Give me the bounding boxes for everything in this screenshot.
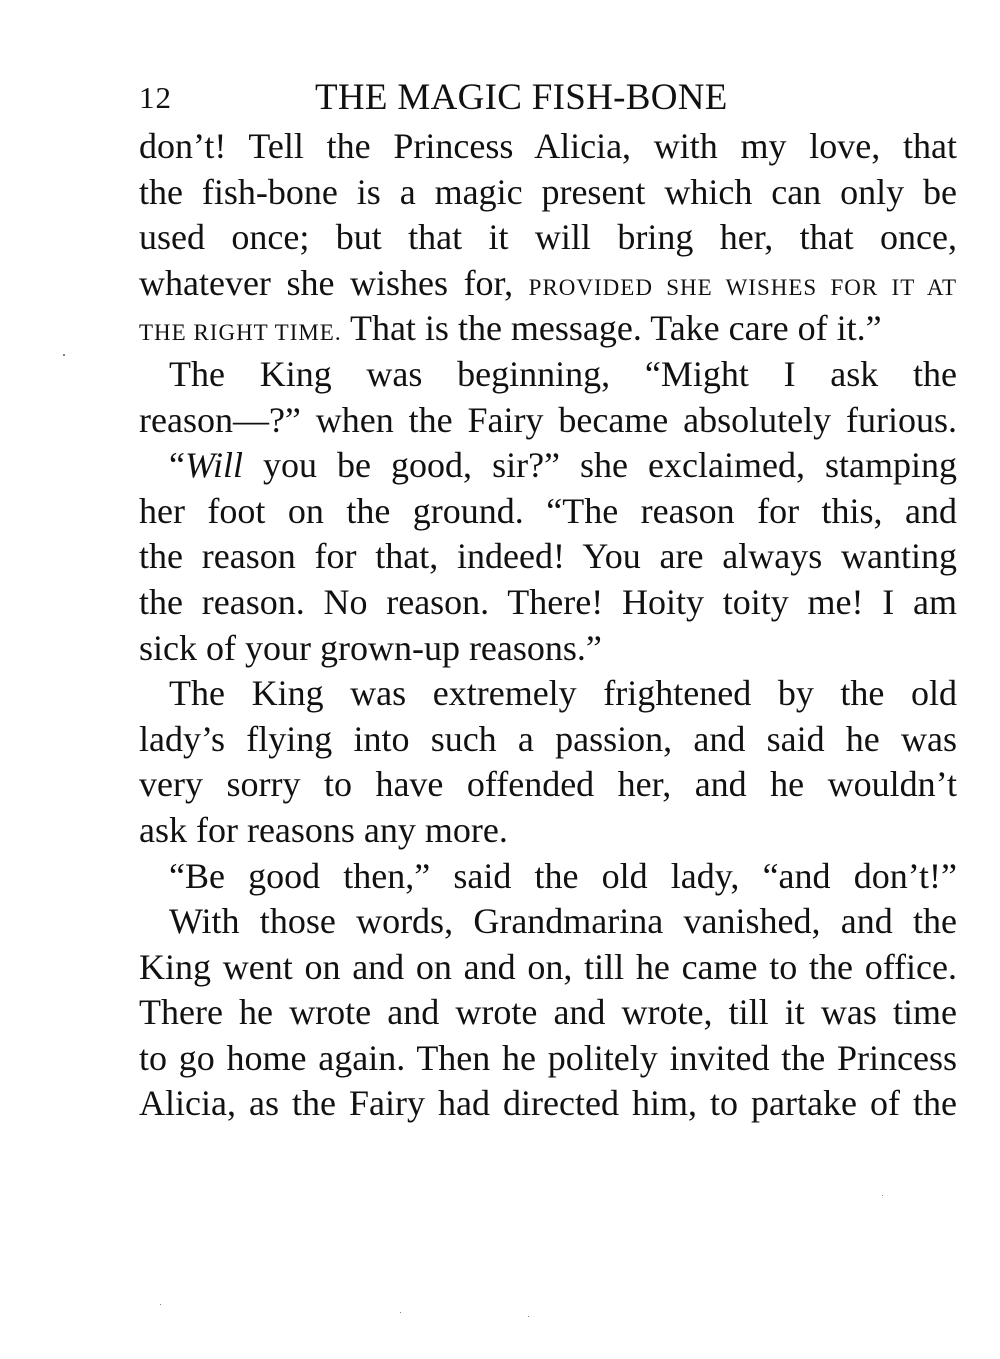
text-line: With those words, Grandmarina vanished, and the	[169, 901, 957, 942]
paper-speck	[400, 1312, 401, 1313]
small-caps-text: PROVIDED SHE WISHES FOR IT AT	[528, 274, 957, 300]
running-title: THE MAGIC FISH-BONE	[315, 77, 728, 118]
text-line: the reason for that, indeed! You are always wanting	[139, 536, 957, 577]
text-line: There he wrote and wrote and wrote, till it was time	[139, 992, 957, 1033]
text-line: very sorry to have offended her, and he wouldn’t	[139, 764, 957, 805]
text-line: “Will you be good, sir?” she exclaimed, stamping	[169, 445, 957, 486]
text-line: THE RIGHT TIME. That is the message. Take care of it.”	[139, 308, 882, 349]
text-line: to go home again. Then he politely invited the Princess	[139, 1037, 957, 1078]
text-line: don’t! Tell the Princess Alicia, with my love, that	[139, 126, 957, 166]
text-line: whatever she wishes for, PROVIDED SHE WISHES FOR IT AT	[139, 262, 957, 303]
text-line: lady’s flying into such a passion, and said he was	[139, 718, 957, 759]
text-line: The King was beginning, “Might I ask the	[169, 353, 957, 394]
text-line: “Be good then,” said the old lady, “and don’t!”	[169, 855, 957, 896]
body-text	[139, 124, 957, 1127]
page-number: 12	[139, 80, 172, 115]
italic-text: Will	[184, 445, 243, 486]
text-line: reason—?” when the Fairy became absolutely furious.	[139, 399, 957, 440]
text-line: sick of your grown-up reasons.”	[139, 627, 602, 668]
paper-speck	[528, 1316, 529, 1317]
small-caps-text: THE RIGHT TIME.	[139, 320, 342, 346]
paper-speck	[160, 1304, 161, 1305]
paper-speck	[63, 354, 65, 356]
paper-speck	[882, 1195, 883, 1196]
page-header	[139, 76, 959, 122]
text-line: King went on and on and on, till he came to the office.	[139, 946, 957, 987]
text-line: the reason. No reason. There! Hoity toity me! I am	[139, 581, 957, 622]
text-line: used once; but that it will bring her, that once,	[139, 217, 957, 258]
text-line: her foot on the ground. “The reason for this, and	[139, 490, 957, 531]
text-line: The King was extremely frightened by the old	[169, 673, 957, 714]
text-line: Alicia, as the Fairy had directed him, to partake of the	[139, 1083, 957, 1124]
text-line: ask for reasons any more.	[139, 809, 508, 850]
text-line: the fish-bone is a magic present which can only be	[139, 171, 957, 212]
